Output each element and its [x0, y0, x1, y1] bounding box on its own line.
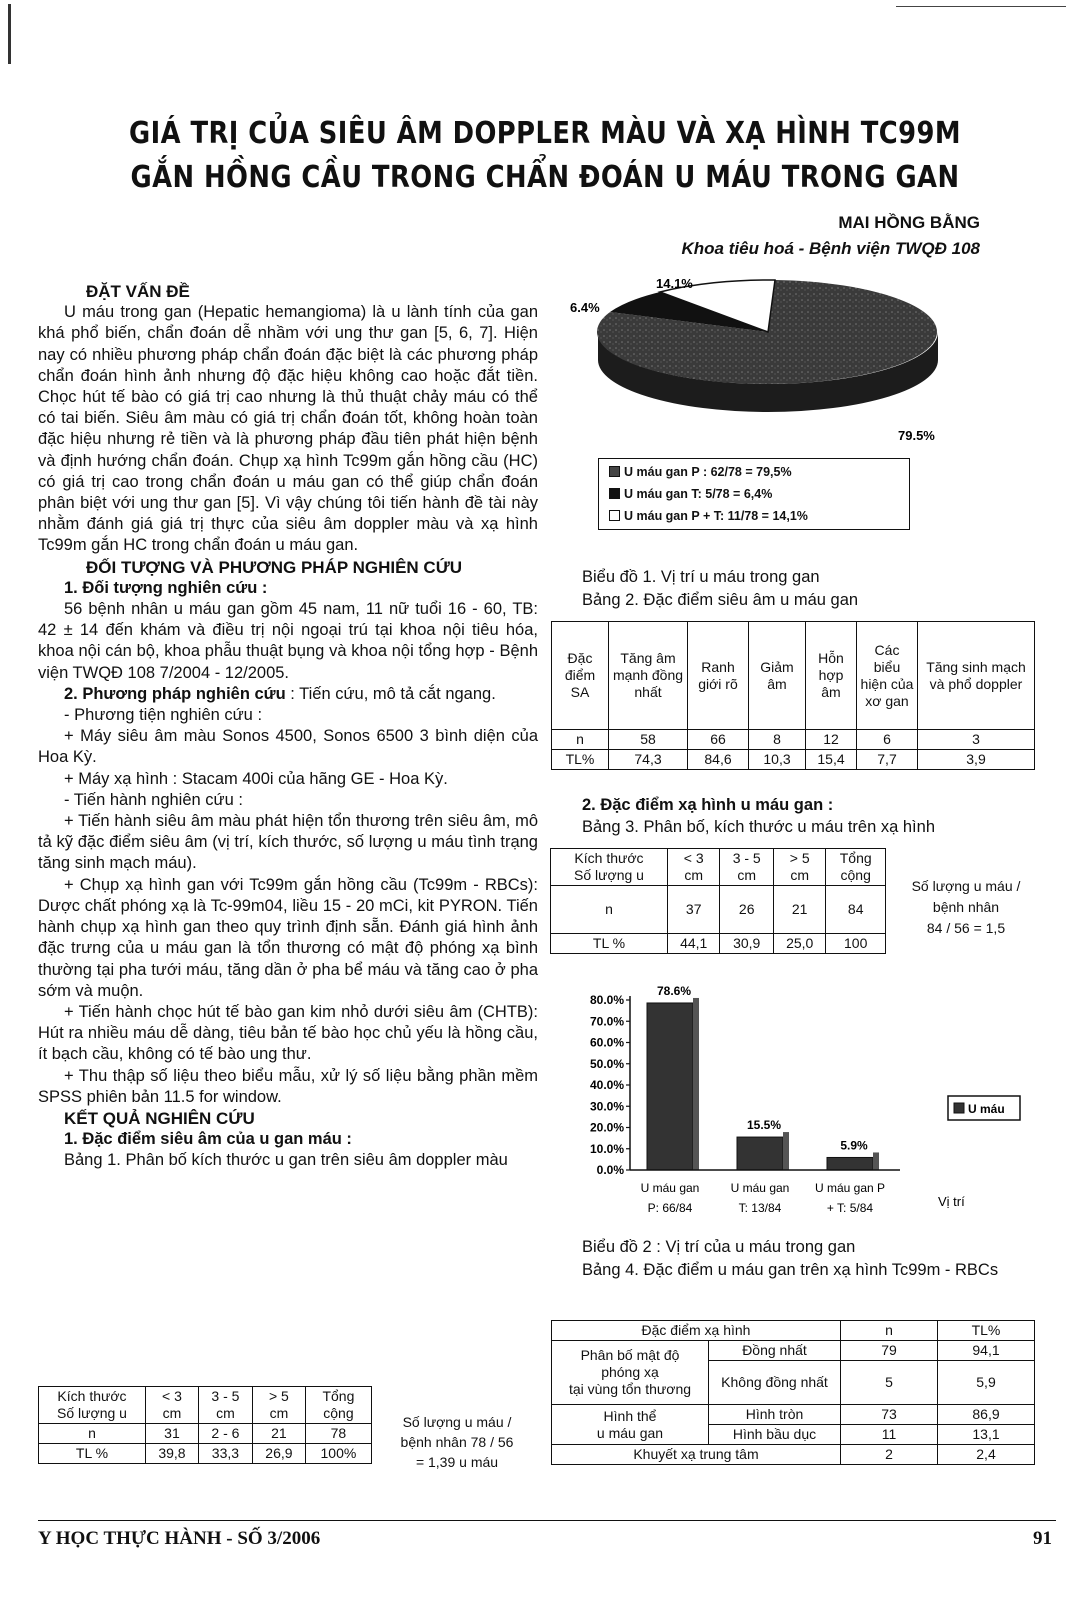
table-cell: 15,4	[806, 750, 857, 770]
table-cell: 66	[688, 730, 749, 750]
table-row	[552, 730, 1035, 750]
table-cell: 73	[841, 1405, 938, 1425]
legend-swatch-t	[609, 488, 620, 499]
table-cell: 2,4	[938, 1445, 1035, 1465]
table-cell: Số lượng u	[574, 867, 644, 883]
y-tick-label: 50.0%	[589, 1056, 624, 1071]
x-tick-label: + T: 5/84	[826, 1201, 874, 1215]
list-item: - Phương tiện nghiên cứu :	[64, 706, 263, 725]
pie-chart	[560, 262, 980, 452]
section2-heading: 2. Đặc điểm xạ hình u máu gan :	[582, 796, 834, 814]
table-cell: 2 - 6	[198, 1424, 252, 1444]
journal-footer: Y HỌC THỰC HÀNH - SỐ 3/2006	[38, 1528, 321, 1549]
bar	[647, 1003, 693, 1170]
table-cell-line: u máu gan	[596, 1424, 664, 1441]
table-cell: 79	[841, 1341, 938, 1361]
table-cell: TL %	[551, 934, 668, 954]
bar-value-label: 15.5%	[746, 1118, 782, 1133]
y-tick-label: 40.0%	[589, 1078, 624, 1092]
pie-legend	[598, 458, 910, 530]
bar-legend-swatch	[954, 1103, 964, 1113]
table-cell: 58	[609, 730, 688, 750]
subheading-subjects: 1. Đối tượng nghiên cứu :	[64, 578, 268, 597]
table-cell: < 3	[162, 1388, 182, 1404]
table-cell	[552, 1405, 709, 1445]
table1-note-line: Số lượng u máu /	[402, 1414, 512, 1430]
table-4	[551, 1320, 1035, 1465]
method-text: : Tiến cứu, mô tả cắt ngang.	[285, 684, 496, 703]
table-cell: 21	[252, 1424, 305, 1444]
table-cell: 6	[857, 730, 918, 750]
table-cell: cộng	[323, 1405, 354, 1421]
table-row	[552, 1445, 1035, 1465]
table4-caption: Bảng 4. Đặc điểm u máu gan trên xạ hình Tc99m - RBCs	[582, 1261, 999, 1279]
table-cell: cm	[684, 867, 704, 883]
y-tick-label: 0.0%	[596, 1163, 624, 1177]
bar-side	[783, 1132, 789, 1170]
table-cell: n	[551, 886, 668, 934]
article-title	[76, 112, 1013, 200]
section-heading-methods: ĐỐI TƯỢNG VÀ PHƯƠNG PHÁP NGHIÊN CỨU	[86, 557, 463, 577]
table-cell: n	[841, 1321, 938, 1341]
pie-label-t: 6.4%	[570, 300, 600, 315]
list-item: + Máy siêu âm màu Sonos 4500, Sonos 6500 3 bình diện của Hoa Kỳ.	[38, 727, 538, 767]
table-cell: cm	[162, 1405, 182, 1421]
list-item: + Tiến hành chọc hút tế bào gan kim nhỏ dưới siêu âm (CHTB): Hút ra nhiều máu dễ dàng, tiêu bản tế bào học chủ yếu là hồng cầu, ít bạch cầu, không có tế bào ung thư.	[38, 1002, 538, 1064]
author-name: MAI HỒNG BẰNG	[838, 213, 980, 232]
table-cell: 25,0	[773, 934, 825, 954]
bar-legend-label: U máu	[968, 1102, 1005, 1116]
section-heading-results: KẾT QUẢ NGHIÊN CỨU	[64, 1108, 255, 1128]
table1-note-line: bệnh nhân 78 / 56	[400, 1434, 514, 1450]
legend-swatch-p	[609, 466, 620, 477]
table3-caption: Bảng 3. Phân bố, kích thước u máu trên xạ hình	[582, 818, 935, 836]
table-row	[39, 1387, 372, 1424]
table-cell: Kích thước	[574, 850, 644, 866]
table-cell: cm	[216, 1405, 235, 1421]
list-item: + Thu thập số liệu theo biểu mẫu, xử lý số liệu bằng phần mềm SPSS phiên bản 11.5 for window.	[38, 1066, 538, 1106]
table-cell: Đặc điểm SA	[552, 622, 609, 730]
table-row	[552, 1405, 1035, 1425]
table-row	[552, 750, 1035, 770]
legend-item-pt	[609, 505, 899, 527]
table-row	[552, 622, 1035, 730]
legend-label: U máu gan P : 62/78 = 79,5%	[624, 465, 792, 479]
table-cell: 3 - 5	[732, 850, 761, 866]
left-column	[38, 281, 538, 1172]
table-row	[551, 934, 886, 954]
subheading-ultrasound: 1. Đặc điểm siêu âm của u gan máu :	[64, 1130, 352, 1149]
table-cell: Hình bầu dục	[709, 1425, 841, 1445]
legend-label: U máu gan P + T: 11/78 = 14,1%	[624, 509, 808, 523]
author-affiliation: Khoa tiêu hoá - Bệnh viện TWQĐ 108	[681, 239, 980, 258]
table-cell: 3,9	[918, 750, 1035, 770]
bar-side	[873, 1152, 879, 1170]
table-cell: 7,7	[857, 750, 918, 770]
table-row	[39, 1444, 372, 1464]
table-cell: < 3	[683, 850, 704, 866]
table-2	[551, 621, 1035, 770]
table-cell	[552, 1341, 709, 1405]
bar	[737, 1137, 783, 1170]
table-cell-line: Hình thể	[603, 1407, 657, 1424]
paragraph-intro: U máu trong gan (Hepatic hemangioma) là u lành tính của gan khá phổ biến, chẩn đoán dễ nhầm với ung thư gan [5, 6, 7]. Hiện nay có nhiều phương pháp chẩn đoán đặc biệt là các phương pháp chẩn đoán hình ảnh nhưng độ đặc hiệu không cao hoặc đắt tiền. Chọc hút tế bào có giá trị cao nhưng là thủ thuật chảy máu có thể có tai biến. Siêu âm màu có giá trị chẩn đoán tốt, không hoàn toàn đặc hiệu nhưng rẻ tiền và là phương pháp đầu tiên phát hiện bệnh và định hướng chẩn đoán. Chụp xạ hình Tc99m gắn hồng cầu (HC) có giá trị cao trong chẩn đoán u máu gan có thể giúp chẩn đoán phân biệt với ung thư gan [5]. Vì vậy chúng tôi tiến hành đề tài này nhằm đánh giá giá trị thực của siêu âm doppler màu và xạ hình Tc99m gắn HC trong chẩn đoán u máu gan.	[38, 303, 538, 555]
table-cell-line: Phân bố mật độ	[580, 1347, 680, 1363]
table-cell: Đặc điểm xạ hình	[552, 1321, 841, 1341]
table-1	[38, 1386, 372, 1464]
list-item: + Tiến hành siêu âm màu phát hiện tổn thương trên siêu âm, mô tả kỹ đặc điểm siêu âm (vị trí, kích thước, số lượng u máu tình trạng tăng sinh mạch máu).	[38, 812, 538, 873]
table-cell: 33,3	[198, 1444, 252, 1464]
title-line-1: GIÁ TRỊ CỦA SIÊU ÂM DOPPLER MÀU VÀ XẠ HÌNH TC99M	[129, 116, 961, 151]
y-tick-label: 60.0%	[589, 1035, 624, 1050]
table-cell: n	[552, 730, 609, 750]
table-cell: 39,8	[146, 1444, 199, 1464]
bar-chart-caption: Biểu đồ 2 : Vị trí của u máu trong gan	[582, 1238, 856, 1256]
table-cell: cm	[269, 1405, 289, 1421]
table-cell: Hình tròn	[709, 1405, 841, 1425]
table-cell: cm	[737, 867, 757, 883]
table-row	[552, 1321, 1035, 1341]
bar	[827, 1157, 873, 1170]
paragraph-subjects: 56 bệnh nhân u máu gan gồm 45 nam, 11 nữ tuổi 16 - 60, TB: 42 ± 14 đến khám và điều trị nội ngoại trú tại khoa nội tiêu hóa, khoa nội cán bộ, khoa phẫu thuật bụng và khoa nội tổng hợp - Bệnh viện TWQĐ 108 7/2004 - 12/2005.	[38, 600, 538, 682]
table-cell: 44,1	[668, 934, 720, 954]
y-tick-label: 10.0%	[589, 1141, 624, 1156]
table-cell: TL%	[552, 750, 609, 770]
table1-caption: Bảng 1. Phân bố kích thước u gan trên siêu âm doppler màu	[64, 1151, 508, 1170]
bar-chart	[560, 974, 1030, 1230]
table-cell: 12	[806, 730, 857, 750]
y-tick-label: 80.0%	[589, 993, 624, 1007]
author-block	[682, 210, 980, 262]
x-tick-label: U máu gan	[730, 1181, 790, 1195]
table-row	[552, 1341, 1035, 1361]
table2-caption: Bảng 2. Đặc điểm siêu âm u máu gan	[582, 591, 859, 609]
table-cell: 84	[826, 886, 886, 934]
table-cell: Đồng nhất	[709, 1341, 841, 1361]
y-tick-label: 30.0%	[589, 1099, 624, 1114]
subheading-method: 2. Phương pháp nghiên cứu	[64, 684, 286, 703]
top-rule	[896, 6, 1066, 7]
table-3	[550, 848, 886, 954]
table-cell: 11	[841, 1425, 938, 1445]
legend-swatch-pt	[609, 510, 620, 521]
x-tick-label: U máu gan	[640, 1181, 700, 1195]
table-cell: 10,3	[749, 750, 806, 770]
legend-item-p	[609, 461, 899, 483]
table-cell: 86,9	[938, 1405, 1035, 1425]
table-cell: Khuyết xạ trung tâm	[552, 1445, 841, 1465]
table-cell: 26,9	[252, 1444, 305, 1464]
legend-label: U máu gan T: 5/78 = 6,4%	[624, 487, 773, 501]
table-cell: 5	[841, 1361, 938, 1405]
bar-side	[693, 998, 699, 1170]
table-cell: Kích thước	[57, 1388, 127, 1404]
table-cell: 26	[720, 886, 774, 934]
table-cell: Tăng sinh mạch và phổ doppler	[918, 622, 1035, 730]
table-cell: 5,9	[938, 1361, 1035, 1405]
table-cell: 31	[146, 1424, 199, 1444]
list-item: - Tiến hành nghiên cứu :	[64, 790, 243, 809]
table-cell: cm	[790, 867, 810, 883]
bar-value-label: 78.6%	[656, 983, 692, 998]
pie-label-p: 79.5%	[898, 428, 935, 443]
x-tick-label: P: 66/84	[647, 1201, 693, 1215]
paragraph-method	[38, 684, 538, 705]
list-item: + Chụp xạ hình gan với Tc99m gắn hồng cầu (Tc99m - RBCs): Dược chất phóng xạ là Tc-99m04, liều 15 - 20 mCi, kit PYRON. Tiến hành chụp xạ hình gan theo quy trình định sẵn. Đánh giá hình ảnh đặc trưng của u máu gan là tổn thương có mật độ phóng xạ bình thường tại pha tưới máu, tăng dần ở pha bể máu và tăng cao ở pha sớm và muộn.	[38, 875, 538, 1000]
legend-item-t	[609, 483, 899, 505]
table1-note-line: = 1,39 u máu	[415, 1454, 499, 1470]
table-cell: 13,1	[938, 1425, 1035, 1445]
section-heading-intro: ĐẶT VẤN ĐỀ	[86, 282, 190, 301]
table-cell: TL %	[39, 1444, 146, 1464]
table-cell: 84,6	[688, 750, 749, 770]
table-cell: 3	[918, 730, 1035, 750]
table-row	[551, 886, 886, 934]
table3-note-line: bệnh nhân	[932, 899, 1000, 915]
table-cell: 94,1	[938, 1341, 1035, 1361]
table-cell: Không đồng nhất	[709, 1361, 841, 1405]
table-cell: 100	[826, 934, 886, 954]
table3-note-line: 84 / 56 = 1,5	[926, 920, 1006, 936]
y-tick-label: 70.0%	[589, 1014, 624, 1029]
table-cell: > 5	[789, 850, 810, 866]
title-line-2: GẮN HỒNG CẦU TRONG CHẨN ĐOÁN U MÁU TRONG GAN	[130, 160, 960, 195]
table-cell: Tăng âm mạnh đồng nhất	[609, 622, 688, 730]
table-cell: 37	[668, 886, 720, 934]
table-cell: > 5	[268, 1388, 289, 1404]
table-row	[551, 849, 886, 886]
table-cell: cộng	[840, 867, 871, 883]
table-cell: 100%	[305, 1444, 371, 1464]
table3-note	[896, 876, 1036, 939]
table-cell: Hỗn hợp âm	[806, 622, 857, 730]
table1-note	[382, 1412, 532, 1472]
table-cell: Giảm âm	[749, 622, 806, 730]
pie-label-pt: 14.1%	[656, 276, 693, 291]
table-cell: TL%	[938, 1321, 1035, 1341]
bar-value-label: 5.9%	[840, 1138, 868, 1153]
list-item: + Máy xạ hình : Stacam 400i của hãng GE - Hoa Kỳ.	[64, 769, 448, 788]
table-cell: Số lượng u	[57, 1405, 127, 1421]
table-cell: Các biểu hiện của xơ gan	[857, 622, 918, 730]
table-cell: n	[39, 1424, 146, 1444]
table-cell: 30,9	[720, 934, 774, 954]
table-row	[39, 1424, 372, 1444]
y-tick-label: 20.0%	[589, 1120, 624, 1135]
footer-rule	[38, 1520, 1056, 1521]
page-number: 91	[1033, 1528, 1052, 1549]
table-cell: 3 - 5	[211, 1388, 240, 1404]
table-cell: 78	[305, 1424, 371, 1444]
x-axis-label: Vị trí	[938, 1194, 965, 1209]
table-cell: Ranh giới rõ	[688, 622, 749, 730]
x-tick-label: U máu gan P	[814, 1181, 886, 1195]
table-cell: 8	[749, 730, 806, 750]
x-tick-label: T: 13/84	[738, 1201, 782, 1215]
table3-note-line: Số lượng u máu /	[911, 878, 1021, 894]
table-cell: 74,3	[609, 750, 688, 770]
table-cell: 2	[841, 1445, 938, 1465]
table-cell-line: tại vùng tổn thương	[568, 1381, 692, 1397]
pie-caption: Biểu đồ 1. Vị trí u máu trong gan	[582, 568, 820, 586]
table-cell: Tổng	[839, 850, 872, 866]
table-cell: 21	[773, 886, 825, 934]
table-cell-line: phóng xạ	[601, 1364, 659, 1380]
scan-edge-mark	[8, 4, 11, 64]
table-cell: Tổng	[322, 1388, 355, 1404]
